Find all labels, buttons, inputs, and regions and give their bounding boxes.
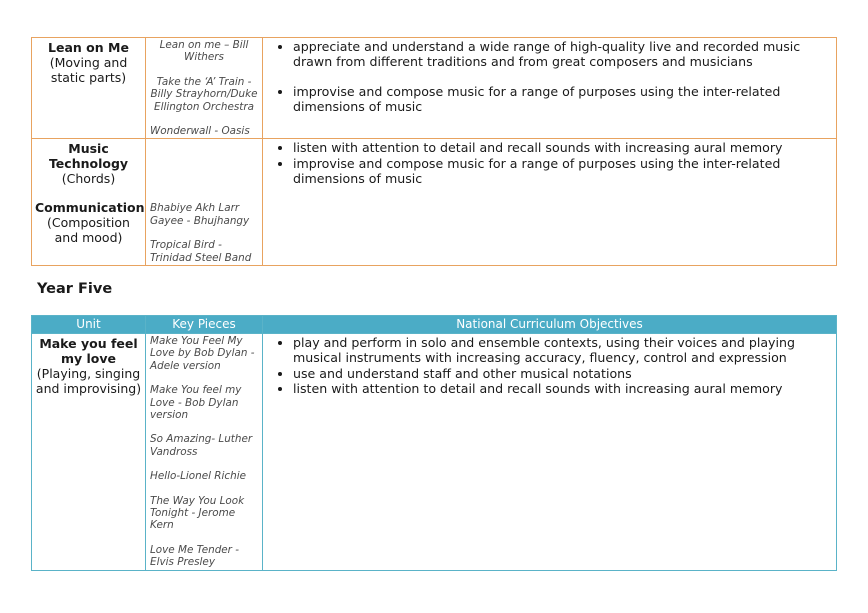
table-row (32, 139, 837, 266)
piece: Take the ‘A’ Train - Billy Strayhorn/Duke Ellington Orchestra (150, 75, 258, 113)
column-header-key-pieces: Key Pieces (146, 316, 263, 334)
objective-item: • improvise and compose music for a range of purposes using the inter-related dimensions of music (293, 156, 830, 187)
objective-item: • use and understand staff and other musical notations (293, 366, 830, 381)
objectives-cell (263, 334, 837, 571)
piece: Tropical Bird - Trinidad Steel Band (150, 239, 252, 264)
unit-cell (32, 334, 146, 571)
objectives-cell (263, 38, 837, 139)
column-header-unit: Unit (32, 316, 146, 334)
unit-cell (32, 38, 146, 139)
unit-subtitle: (Playing, singing and improvising) (35, 366, 142, 396)
objective-item: • listen with attention to detail and recall sounds with increasing aural memory (293, 381, 830, 396)
unit-subtitle: (Composition and mood) (47, 215, 130, 246)
piece: The Way You Look Tonight - Jerome Kern (150, 494, 245, 532)
objective-item: • listen with attention to detail and recall sounds with increasing aural memory (293, 140, 830, 155)
section-title: Year Five (37, 281, 113, 297)
key-pieces-cell (146, 334, 263, 571)
piece: Love Me Tender - Elvis Presley (150, 543, 240, 569)
piece: Lean on me – Bill Withers (159, 39, 249, 64)
unit-title: Lean on Me (48, 40, 129, 55)
unit-title: Communication (35, 200, 145, 216)
unit-subtitle: (Moving and static parts) (49, 55, 128, 85)
piece: Bhabiye Akh Larr Gayee - Bhujhangy (150, 202, 250, 227)
table-row (32, 334, 837, 571)
objectives-list (269, 39, 830, 115)
objective-item: • play and perform in solo and ensemble contexts, using their voices and playing musical instruments with increasing accuracy, fluency, control and expression (293, 335, 830, 366)
column-header-objectives: National Curriculum Objectives (263, 316, 837, 334)
curriculum-table-previous (31, 37, 837, 266)
curriculum-table-year-five (31, 315, 837, 571)
unit-subtitle: (Chords) (61, 171, 116, 187)
objectives-cell (263, 139, 837, 266)
objectives-list (269, 335, 830, 397)
piece: Hello-Lionel Richie (150, 470, 246, 483)
table-header-row (32, 316, 837, 334)
objective-item: • improvise and compose music for a range of purposes using the inter-related dimensions of music (293, 84, 830, 115)
unit-title: Music Technology (48, 141, 129, 172)
objective-item: • appreciate and understand a wide range of high-quality live and recorded music drawn from different traditions and from great composers and musicians (293, 39, 830, 70)
table-row (32, 38, 837, 139)
unit-title: Make you feel my love (39, 336, 138, 366)
piece: Make You feel my Love - Bob Dylan version (150, 384, 242, 422)
objectives-list (269, 140, 830, 186)
unit-cell (32, 139, 146, 266)
key-pieces-cell (146, 139, 263, 266)
piece: Make You Feel My Love by Bob Dylan - Adele version (150, 335, 255, 372)
piece: Wonderwall - Oasis (150, 125, 250, 138)
key-pieces-cell (146, 38, 263, 139)
piece: So Amazing- Luther Vandross (150, 433, 253, 458)
